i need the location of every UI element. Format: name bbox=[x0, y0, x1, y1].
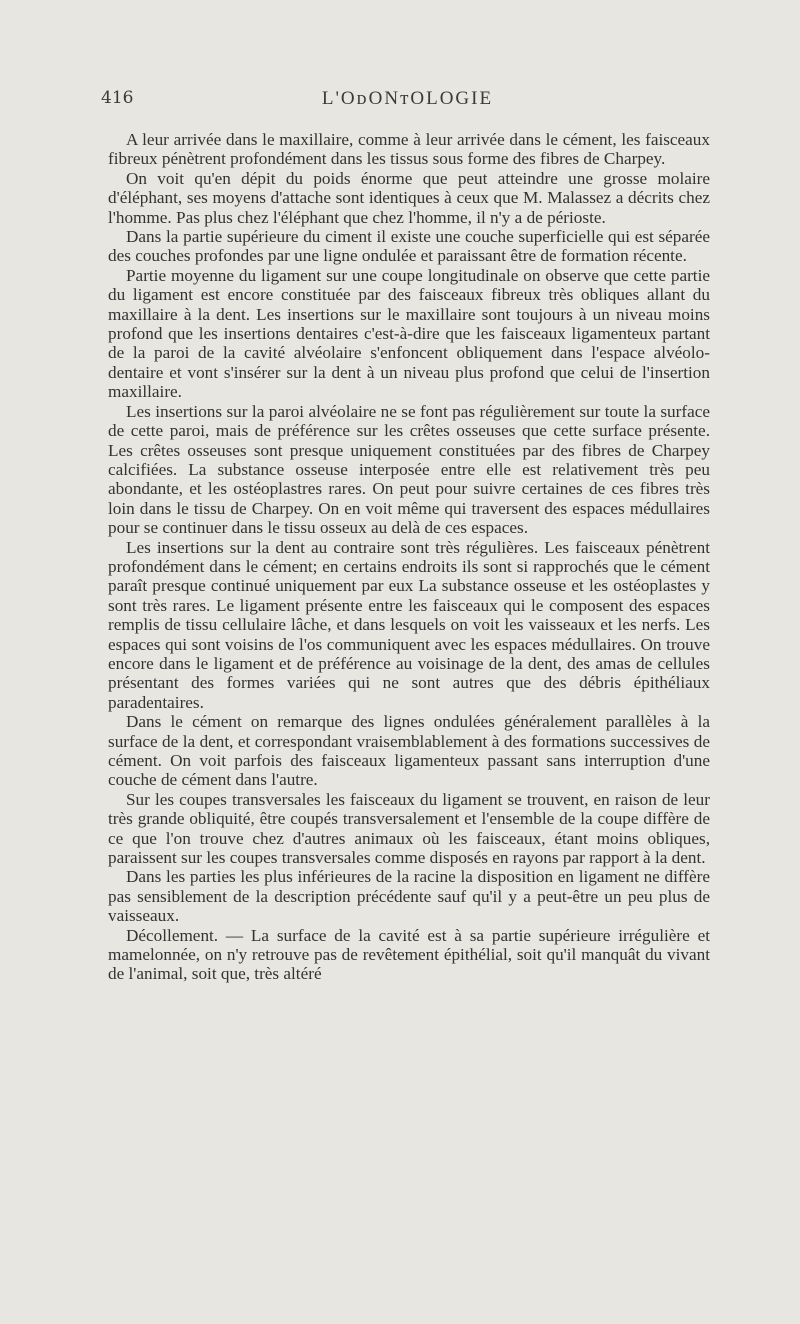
paragraph: Dans les parties les plus inférieures de la racine la disposition en ligament ne diffère pas sensiblement de la description précédente sauf qu'il y a peut-être un peu plus de vaisseaux. bbox=[108, 867, 710, 926]
paragraph: Partie moyenne du ligament sur une coupe longitudinale on observe que cette partie du ligament est encore constituée par des faisceaux fibreux très obliques allant du maxillaire à la dent. Les insertions sur le maxillaire sont toujours à un niveau moins profond que les insertions dentaires c'est-à-dire que les faisceaux ligamenteux partant de la paroi de la cavité alvéolaire s'enfoncent obliquement dans l'espace alvéolo-dentaire et vont s'insérer sur la dent à un niveau plus profond que celui de l'insertion maxillaire. bbox=[108, 265, 710, 402]
paragraph: Décollement. — La surface de la cavité est à sa partie supérieure irrégulière et mamelonnée, on n'y retrouve pas de revêtement épithélial, soit qu'il manquât du vivant de l'animal, soit que, très altéré bbox=[108, 925, 710, 984]
paragraph: Dans la partie supérieure du ciment il existe une couche superficielle qui est séparée des couches profondes par une ligne ondulée et paraissant être de formation récente. bbox=[108, 227, 710, 266]
body-text bbox=[108, 130, 710, 984]
paragraph: Les insertions sur la paroi alvéolaire ne se font pas régulièrement sur toute la surface de cette paroi, mais de préférence sur les crêtes osseuses que cette surface présente. Les crêtes osseuses sont presque uniquement constituées par des fibres de Charpey calcifiées. La substance osseuse interposée entre elle est relativement très peu abondante, et les ostéoplastres rares. On peut pour suivre certaines de ces fibres très loin dans le tissu de Charpey. On en voit même qui traversent des espaces médullaires pour se continuer dans le tissu osseux au delà de ces espaces. bbox=[108, 401, 710, 538]
paragraph: Dans le cément on remarque des lignes ondulées généralement parallèles à la surface de la dent, et correspondant vraisemblablement à des formations successives de cément. On voit parfois des faisceaux ligamenteux passant sans interruption d'une couche de cément dans l'autre. bbox=[108, 712, 710, 790]
running-title: L'OᴅONᴛOLOGIE bbox=[321, 88, 494, 109]
paragraph: Les insertions sur la dent au contraire sont très régulières. Les faisceaux pénètrent profondément dans le cément; en certains endroits ils sont si rapprochés que le cément paraît presque continué uniquement par eux La substance osseuse et les ostéoplastes y sont très rares. Le ligament présente entre les faisceaux qui le composent des espaces remplis de tissu cellulaire lâche, et dans lesquels on voit les vaisseaux et les nerfs. Les espaces qui sont voisins de l'os communiquent avec les espaces médullaires. On trouve encore dans le ligament et de préférence au voisinage de la dent, des amas de cellules présentant des formes variées qui ne sont autres que des débris épithéliaux paradentaires. bbox=[108, 537, 710, 712]
paragraph: A leur arrivée dans le maxillaire, comme à leur arrivée dans le cément, les faisceaux fibreux pénètrent profondément dans les tissus sous forme des fibres de Charpey. bbox=[108, 130, 710, 169]
paragraph: On voit qu'en dépit du poids énorme que peut atteindre une grosse molaire d'éléphant, ses moyens d'attache sont identiques à ceux que M. Malassez a décrits chez l'homme. Pas plus chez l'éléphant que chez l'homme, il n'y a de périoste. bbox=[108, 168, 710, 227]
page-header bbox=[101, 88, 714, 120]
page-number: 416 bbox=[101, 88, 134, 108]
paragraph: Sur les coupes transversales les faisceaux du ligament se trouvent, en raison de leur très grande obliquité, être coupés transversalement et l'ensemble de la coupe diffère de ce que l'on trouve chez d'autres animaux où les faisceaux, étant moins obliques, paraissent sur les coupes transversales comme disposés en rayons par rapport à la dent. bbox=[108, 789, 710, 868]
